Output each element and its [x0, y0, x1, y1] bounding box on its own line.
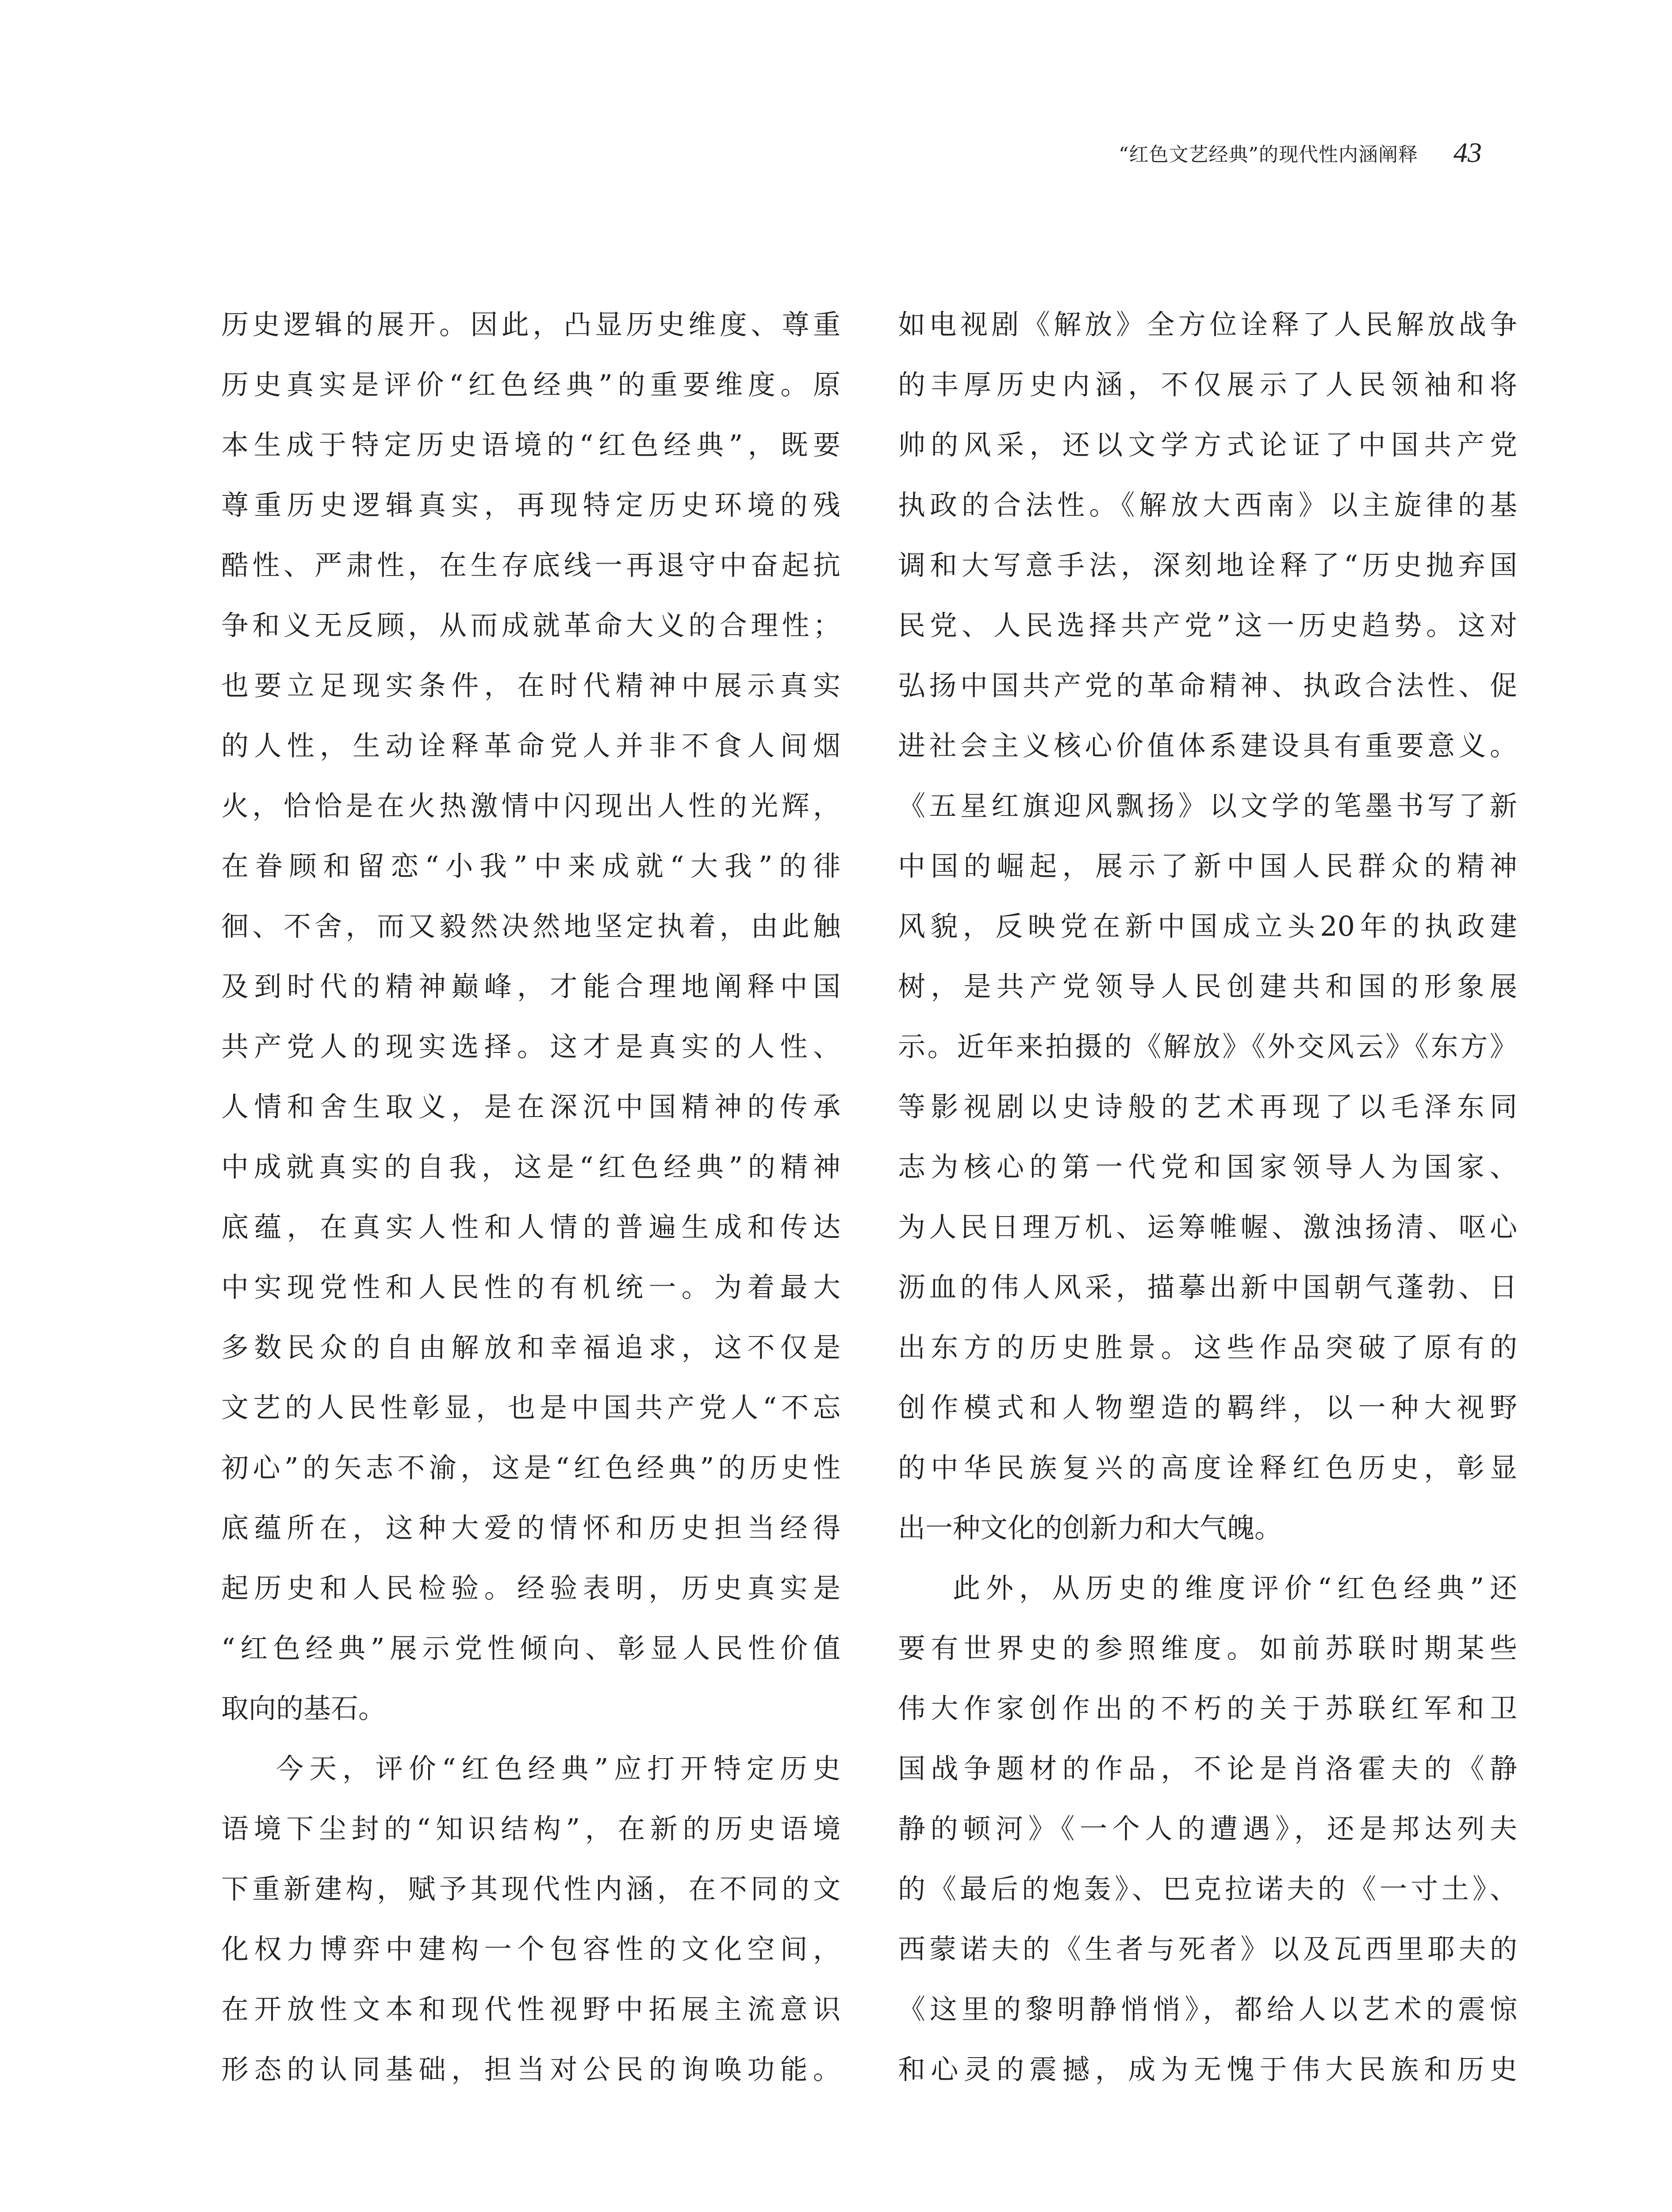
text-line: 酷性、严肃性，在生存底线一再退守中奋起抗: [221, 549, 840, 581]
text-line: 取向的基石。: [221, 1692, 386, 1724]
text-line: 共产党人的现实选择。这才是真实的人性、: [221, 1030, 840, 1063]
text-line: 静的顿河》《一个人的遭遇》，还是邦达列夫: [898, 1813, 1517, 1845]
text-line: 帅的风采，还以文学方式论证了中国共产党: [898, 429, 1517, 461]
text-line: 进社会主义核心价值体系建设具有重要意义。: [898, 730, 1517, 762]
text-line: 伟大作家创作出的不朽的关于苏联红军和卫: [898, 1692, 1517, 1724]
text-line: 的丰厚历史内涵，不仅展示了人民领袖和将: [898, 369, 1517, 401]
text-line: 初心”的矢志不渝，这是“红色经典”的历史性: [221, 1452, 840, 1484]
text-line: 示。近年来拍摄的《解放》《外交风云》《东方》: [898, 1030, 1517, 1063]
text-line: 执政的合法性。《解放大西南》以主旋律的基: [898, 489, 1517, 521]
running-title: “红色文艺经典”的现代性内涵阐释: [1119, 143, 1418, 166]
text-line: 的中华民族复兴的高度诠释红色历史，彰显: [898, 1452, 1517, 1484]
text-line: 出一种文化的创新力和大气魄。: [898, 1512, 1282, 1544]
text-line: 起历史和人民检验。经验表明，历史真实是: [221, 1572, 840, 1604]
text-line: 为人民日理万机、运筹帷幄、激浊扬清、呕心: [898, 1211, 1517, 1243]
text-line: 创作模式和人物塑造的羁绊，以一种大视野: [898, 1391, 1517, 1424]
text-line: 历史真实是评价“红色经典”的重要维度。原: [221, 369, 840, 401]
text-line: 及到时代的精神巅峰，才能合理地阐释中国: [221, 970, 840, 1002]
text-line: 也要立足现实条件，在时代精神中展示真实: [221, 669, 840, 702]
text-line: 西蒙诺夫的《生者与死者》以及瓦西里耶夫的: [898, 1933, 1517, 1965]
text-line: 等影视剧以史诗般的艺术再现了以毛泽东同: [898, 1091, 1517, 1123]
left-column: [221, 295, 840, 2085]
text-line: 此外，从历史的维度评价“红色经典”还: [953, 1572, 1517, 1604]
text-line: 在眷顾和留恋“小我”中来成就“大我”的徘: [221, 850, 840, 882]
text-line: 要有世界史的参照维度。如前苏联时期某些: [898, 1632, 1517, 1664]
text-line: 树，是共产党领导人民创建共和国的形象展: [898, 970, 1517, 1002]
text-line: 国战争题材的作品，不论是肖洛霍夫的《静: [898, 1752, 1517, 1785]
page-number: 43: [1453, 137, 1482, 168]
text-line: 徊、不舍，而又毅然决然地坚定执着，由此触: [221, 910, 840, 942]
text-line: 尊重历史逻辑真实，再现特定历史环境的残: [221, 489, 840, 521]
text-line: 民党、人民选择共产党”这一历史趋势。这对: [898, 609, 1517, 641]
text-line: 底蕴，在真实人性和人情的普遍生成和传达: [221, 1211, 840, 1243]
text-line: 人情和舍生取义，是在深沉中国精神的传承: [221, 1091, 840, 1123]
text-line: 中成就真实的自我，这是“红色经典”的精神: [221, 1151, 840, 1183]
text-line: 调和大写意手法，深刻地诠释了“历史抛弃国: [898, 549, 1517, 581]
text-line: 在开放性文本和现代性视野中拓展主流意识: [221, 1993, 840, 2025]
running-head: [1017, 133, 1482, 173]
text-line: 如电视剧《解放》全方位诠释了人民解放战争: [898, 308, 1517, 341]
text-line: 多数民众的自由解放和幸福追求，这不仅是: [221, 1331, 840, 1363]
text-line: 和心灵的震撼，成为无愧于伟大民族和历史: [898, 2053, 1517, 2085]
text-line: 历史逻辑的展开。因此，凸显历史维度、尊重: [221, 308, 840, 341]
text-line: 的人性，生动诠释革命党人并非不食人间烟: [221, 730, 840, 762]
text-line: 出东方的历史胜景。这些作品突破了原有的: [898, 1331, 1517, 1363]
text-line: 语境下尘封的“知识结构”，在新的历史语境: [221, 1813, 840, 1845]
text-line: 中实现党性和人民性的有机统一。为着最大: [221, 1271, 840, 1303]
text-line: 底蕴所在，这种大爱的情怀和历史担当经得: [221, 1512, 840, 1544]
text-line: 形态的认同基础，担当对公民的询唤功能。: [221, 2053, 840, 2085]
text-line: 本生成于特定历史语境的“红色经典”，既要: [221, 429, 840, 461]
text-line: 化权力博弈中建构一个包容性的文化空间，: [221, 1933, 840, 1965]
right-column: [898, 295, 1517, 2085]
text-line: 争和义无反顾，从而成就革命大义的合理性；: [221, 609, 840, 641]
text-line: “红色经典”展示党性倾向、彰显人民性价值: [221, 1632, 840, 1664]
text-line: 下重新建构，赋予其现代性内涵，在不同的文: [221, 1873, 840, 1905]
text-line: 火，恰恰是在火热激情中闪现出人性的光辉，: [221, 790, 840, 822]
text-line: 弘扬中国共产党的革命精神、执政合法性、促: [898, 669, 1517, 702]
text-line: 风貌，反映党在新中国成立头20年的执政建: [898, 910, 1517, 942]
text-line: 中国的崛起，展示了新中国人民群众的精神: [898, 850, 1517, 882]
text-line: 《五星红旗迎风飘扬》以文学的笔墨书写了新: [898, 790, 1517, 822]
text-line: 的《最后的炮轰》、巴克拉诺夫的《一寸土》、: [898, 1873, 1517, 1905]
text-line: 今天，评价“红色经典”应打开特定历史: [276, 1752, 840, 1785]
text-line: 沥血的伟人风采，描摹出新中国朝气蓬勃、日: [898, 1271, 1517, 1303]
text-line: 《这里的黎明静悄悄》，都给人以艺术的震惊: [898, 1993, 1517, 2025]
text-line: 志为核心的第一代党和国家领导人为国家、: [898, 1151, 1517, 1183]
text-line: 文艺的人民性彰显，也是中国共产党人“不忘: [221, 1391, 840, 1424]
